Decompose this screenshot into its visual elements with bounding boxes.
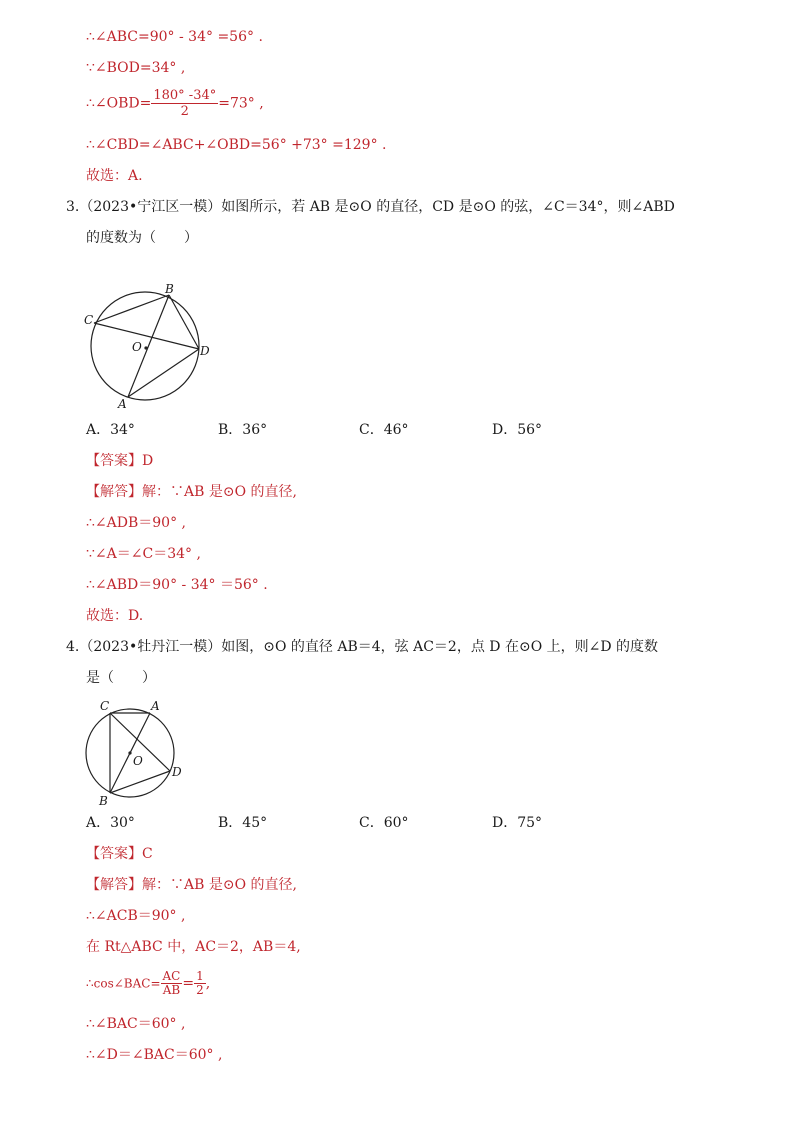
prev-fraction-den: 2 — [180, 104, 189, 119]
q3-solution-line-3: ∵∠A＝∠C＝34° , — [86, 546, 201, 562]
q3-answer-tag: 【答案】 — [86, 453, 142, 469]
q4-solution-line-4 — [86, 970, 210, 997]
q4-fraction-ac-ab — [161, 970, 183, 997]
q4-fraction-two: 2 — [196, 983, 204, 997]
q3-label-A: A — [118, 397, 127, 411]
q3-label-D: D — [200, 344, 210, 358]
q3-option-a: A．34° — [86, 422, 135, 438]
q4-cos-post: , — [205, 975, 211, 992]
q4-answer-value: C — [142, 846, 153, 862]
q4-option-b: B．45° — [218, 815, 268, 831]
prev-fraction — [151, 88, 218, 119]
q4-cos-pre: ∴cos∠BAC= — [86, 976, 161, 991]
prev-line-4: ∴∠CBD=∠ABC+∠OBD=56° +73° =129° . — [86, 137, 387, 153]
q4-label-D: D — [172, 765, 182, 779]
q4-solution-first: 解：∵AB 是⊙O 的直径, — [142, 877, 297, 893]
prev-line-3 — [86, 88, 264, 119]
q3-seg-BD — [169, 295, 199, 349]
q4-fraction-one: 1 — [196, 969, 204, 983]
q3-answer — [86, 451, 153, 471]
q3-option-c: C．46° — [359, 422, 409, 438]
q4-fraction-half — [194, 970, 206, 997]
q4-label-B: B — [99, 794, 108, 808]
q4-solution-line-2: ∴∠ACB＝90° , — [86, 908, 186, 924]
q3-solution-line-5: 故选：D. — [86, 608, 144, 624]
q3-stem-line-2: 的度数为（ ） — [86, 230, 198, 246]
q4-solution-line-3: 在 Rt△ABC 中，AC＝2，AB＝4, — [86, 939, 301, 955]
prev-fraction-num: 180° -34° — [153, 88, 217, 103]
q3-figure — [80, 280, 220, 420]
q3-solution-tag: 【解答】 — [86, 484, 142, 500]
prev-line-1: ∴∠ABC=90° - 34° =56° . — [86, 29, 263, 45]
q4-solution-tag: 【解答】 — [86, 877, 142, 893]
q3-solution-first: 解：∵AB 是⊙O 的直径, — [142, 484, 297, 500]
prev-line-3-pre: ∴∠OBD= — [86, 95, 152, 112]
q4-stem-line-2: 是（ ） — [86, 670, 156, 686]
q4-label-A: A — [151, 699, 160, 713]
q3-answer-value: D — [142, 453, 154, 469]
q4-figure — [80, 698, 190, 808]
q4-label-O: O — [133, 754, 143, 768]
q4-fraction-ac: AC — [162, 969, 181, 983]
q4-solution-line-5: ∴∠BAC＝60° , — [86, 1016, 186, 1032]
prev-line-2: ∵∠BOD=34° , — [86, 60, 186, 76]
q4-stem-line-1: 4.（2023•牡丹江一模）如图，⊙O 的直径 AB＝4，弦 AC＝2，点 D 在⊙O 上，则∠D 的度数 — [66, 639, 659, 655]
q3-label-B: B — [165, 282, 174, 296]
q4-solution-line-6: ∴∠D＝∠BAC＝60° , — [86, 1047, 223, 1063]
q3-seg-CD — [94, 323, 199, 349]
q4-answer — [86, 844, 153, 864]
q4-answer-tag: 【答案】 — [86, 846, 142, 862]
q4-option-a: A．30° — [86, 815, 135, 831]
q3-seg-AD — [128, 349, 199, 397]
q4-center-dot — [128, 751, 131, 754]
q3-label-O: O — [132, 340, 142, 354]
q4-fraction-ab: AB — [162, 983, 181, 997]
q3-solution-line-4: ∴∠ABD＝90° - 34° ＝56° . — [86, 577, 268, 593]
q3-option-b: B．36° — [218, 422, 268, 438]
q3-label-C: C — [84, 313, 94, 327]
q4-label-C: C — [100, 699, 110, 713]
q4-cos-eq: = — [182, 975, 195, 992]
q4-option-d: D．75° — [492, 815, 543, 831]
q3-solution-line-2: ∴∠ADB＝90° , — [86, 515, 186, 531]
q3-center-dot — [144, 346, 147, 349]
prev-line-3-post: =73° , — [218, 95, 264, 112]
q3-option-d: D．56° — [492, 422, 543, 438]
q3-circle — [91, 292, 199, 400]
q3-stem-line-1: 3.（2023•宁江区一模）如图所示，若 AB 是⊙O 的直径，CD 是⊙O 的弦，∠C＝34°，则∠ABD — [66, 199, 675, 215]
q4-option-c: C．60° — [359, 815, 409, 831]
q3-solution-line-1 — [86, 482, 297, 502]
prev-line-5: 故选：A. — [86, 168, 143, 184]
q4-solution-line-1 — [86, 875, 297, 895]
